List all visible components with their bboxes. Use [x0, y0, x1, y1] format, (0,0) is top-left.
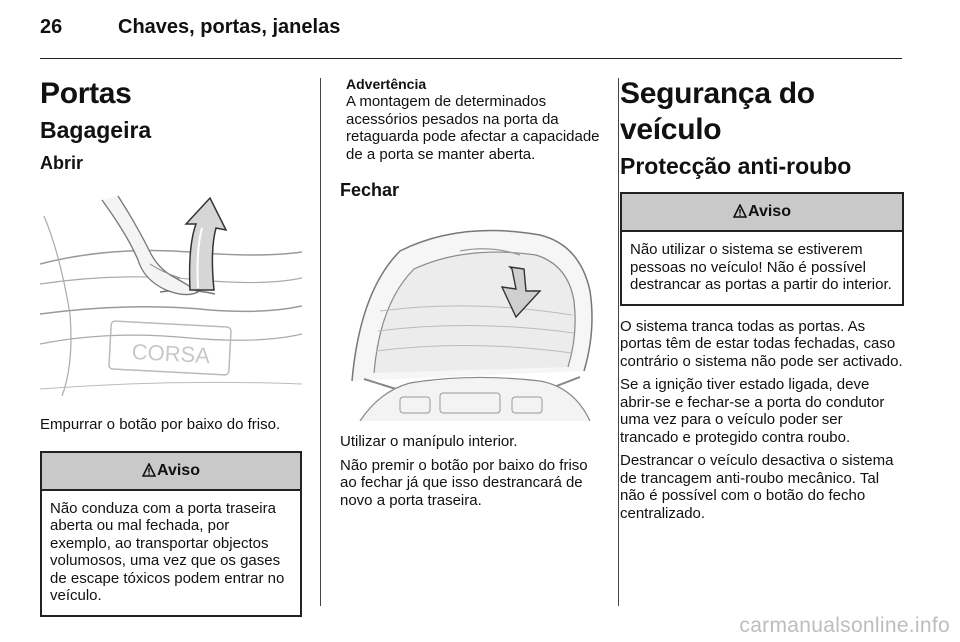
paragraph-fechar-1: Utilizar o manípulo interior. — [340, 433, 518, 450]
header-rule — [40, 58, 902, 59]
figure-caption: Empurrar o botão por baixo do friso. — [40, 416, 281, 433]
heading-abrir: Abrir — [40, 153, 84, 173]
column-divider-1 — [320, 78, 321, 606]
paragraph-antiroubo-3: Destrancar o veículo desactiva o sistema de trancagem anti-roubo mecânico. Tal não é possível com o botão do fecho centralizado. — [620, 452, 894, 522]
plate-text: CORSA — [131, 339, 211, 369]
warning-text: Não conduza com a porta traseira aberta ou mal fechada, por exemplo, ao transportar objectos volumosos, uma vez que os gases de escape tóxicos podem entrar no veículo. — [50, 499, 285, 604]
heading-bagageira: Bagageira — [40, 117, 152, 143]
advert-block — [340, 76, 602, 163]
heading-seguranca: Segurança do veículo — [620, 77, 815, 146]
paragraph-antiroubo-2: Se a ignição tiver estado ligada, deve abrir-se e fechar-se a porta do condutor uma vez para o veículo poder ser trancado e protegido contra roubo. — [620, 376, 885, 446]
page-number: 26 — [40, 16, 63, 38]
warning-header — [42, 453, 300, 491]
heading-antiroubo: Protecção anti-roubo — [620, 153, 852, 179]
warning-title: Aviso — [157, 461, 200, 479]
warning-box-tailgate — [40, 451, 302, 617]
column-divider-2 — [618, 78, 619, 606]
warning-triangle-icon — [733, 196, 747, 232]
warning-header — [622, 194, 902, 232]
column-1 — [40, 76, 302, 617]
warning-box-antitheft — [620, 192, 904, 306]
heading-portas: Portas — [40, 77, 132, 110]
watermark: carmanualsonline.info — [739, 614, 950, 637]
paragraph-fechar-2: Não premir o botão por baixo do friso ao fechar já que isso destrancará de novo a porta traseira. — [340, 456, 588, 509]
column-3 — [620, 76, 904, 522]
column-2 — [340, 76, 602, 509]
warning-title: Aviso — [748, 203, 791, 220]
advert-title: Advertência — [346, 76, 427, 92]
tailgate-open-illustration — [40, 194, 302, 396]
section-title: Chaves, portas, janelas — [118, 16, 341, 38]
paragraph-antiroubo-1: O sistema tranca todas as portas. As portas têm de estar todas fechadas, caso contrário o sistema não pode ser activado. — [620, 317, 903, 370]
heading-fechar: Fechar — [340, 180, 400, 200]
tailgate-close-illustration — [340, 211, 602, 421]
warning-text: Não utilizar o sistema se estiverem pessoas no veículo! Não é possível destrancar as portas a partir do interior. — [630, 241, 892, 293]
warning-triangle-icon — [142, 455, 156, 491]
advert-text: A montagem de determinados acessórios pesados na porta da retaguarda pode afectar a capacidade de a porta se manter aberta. — [346, 93, 600, 163]
